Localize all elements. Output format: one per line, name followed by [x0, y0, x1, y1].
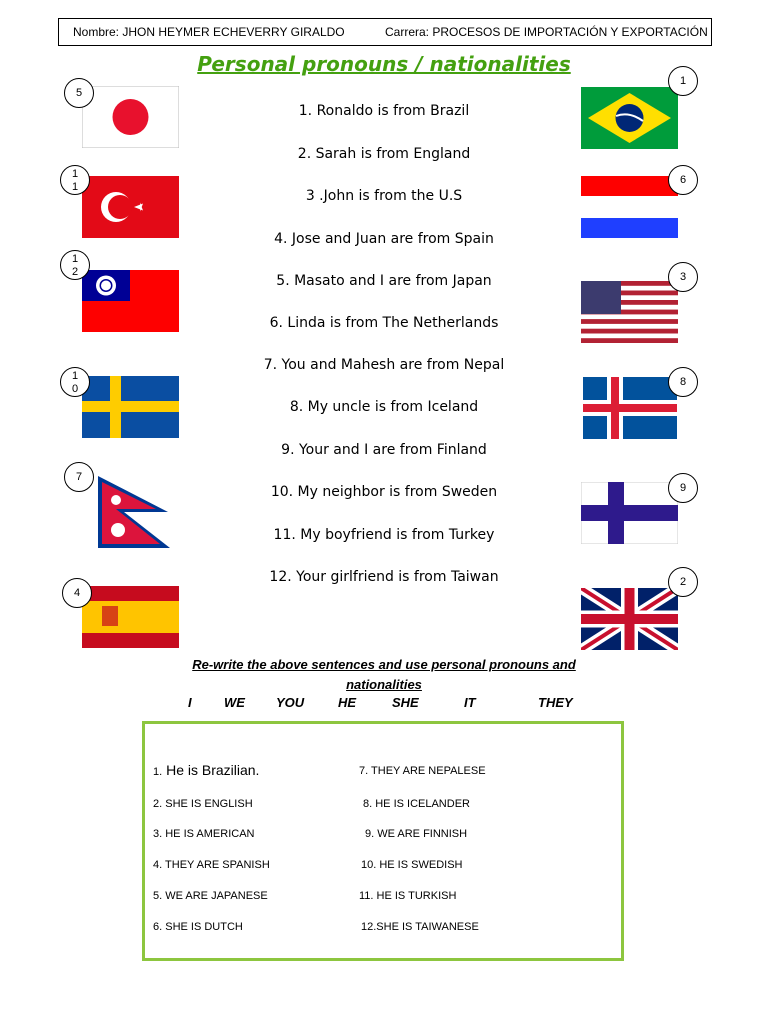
iceland-flag: [583, 377, 677, 439]
answer-6: 6. SHE IS DUTCH: [153, 921, 243, 933]
answer-1-number: 1.: [153, 766, 163, 778]
pronoun-we: WE: [224, 695, 245, 710]
career-label: Carrera: PROCESOS DE IMPORTACIÓN Y EXPORTACIÓN: [385, 25, 708, 39]
answer-9: 9. WE ARE FINNISH: [365, 828, 468, 840]
pronoun-you: YOU: [276, 695, 305, 710]
answer-1: [153, 762, 259, 778]
nepal-flag: [96, 474, 178, 550]
turkey-flag: [82, 176, 179, 238]
sentence-5: 5. Masato and I are from Japan: [276, 273, 492, 289]
sentence-12: 12. Your girlfriend is from Taiwan: [269, 569, 499, 585]
number-circle: 3: [668, 262, 698, 292]
number-circle: 1 0: [60, 367, 90, 397]
sweden-flag: [82, 376, 179, 438]
answer-2: 2. SHE IS ENGLISH: [153, 798, 253, 810]
answer-3: 3. HE IS AMERICAN: [153, 828, 255, 840]
answer-11: 11. HE IS TURKISH: [359, 890, 457, 902]
answer-1-text: He is Brazilian.: [166, 762, 260, 778]
brazil-flag: [581, 87, 678, 149]
instruction-line-2: nationalities: [346, 677, 422, 692]
pronoun-i: I: [188, 695, 192, 710]
sentence-10: 10. My neighbor is from Sweden: [270, 484, 498, 500]
pronoun-he: HE: [338, 695, 357, 710]
answer-8: 8. HE IS ICELANDER: [363, 798, 470, 810]
sentence-9: 9. Your and I are from Finland: [281, 442, 487, 458]
number-circle: 9: [668, 473, 698, 503]
finland-flag: [581, 482, 678, 544]
number-circle: 1: [668, 66, 698, 96]
instruction-text: [140, 655, 628, 695]
sentence-4: 4. Jose and Juan are from Spain: [274, 231, 494, 247]
pronoun-they: THEY: [538, 695, 573, 710]
answer-7: 7. THEY ARE NEPALESE: [359, 765, 486, 777]
number-circle: 6: [668, 165, 698, 195]
page-title: Personal pronouns / nationalities: [197, 52, 571, 76]
pronoun-it: IT: [464, 695, 476, 710]
number-circle: 2: [668, 567, 698, 597]
number-circle: 1 2: [60, 250, 90, 280]
answer-5: 5. WE ARE JAPANESE: [153, 890, 268, 902]
answer-4: 4. THEY ARE SPANISH: [153, 859, 270, 871]
japan-flag: [82, 86, 179, 148]
usa-flag: [581, 281, 678, 343]
pronoun-she: SHE: [392, 695, 419, 710]
instruction-line-1: Re-write the above sentences and use personal pronouns and: [192, 657, 576, 672]
number-circle: 8: [668, 367, 698, 397]
number-circle: 1 1: [60, 165, 90, 195]
sentence-6: 6. Linda is from The Netherlands: [269, 315, 499, 331]
sentence-2: 2. Sarah is from England: [297, 146, 471, 162]
uk-flag: [581, 588, 678, 650]
sentence-1: 1. Ronaldo is from Brazil: [298, 103, 470, 119]
answer-box: [142, 721, 624, 961]
sentence-8: 8. My uncle is from Iceland: [289, 399, 479, 415]
sentence-11: 11. My boyfriend is from Turkey: [273, 527, 495, 543]
netherlands-flag: [581, 176, 678, 238]
number-circle: 5: [64, 78, 94, 108]
number-circle: 7: [64, 462, 94, 492]
student-name: Nombre: JHON HEYMER ECHEVERRY GIRALDO: [73, 25, 345, 39]
answer-12: 12.SHE IS TAIWANESE: [361, 921, 479, 933]
number-circle: 4: [62, 578, 92, 608]
answer-10: 10. HE IS SWEDISH: [361, 859, 463, 871]
taiwan-flag: [82, 270, 179, 332]
header-box: [58, 18, 712, 46]
spain-flag: [82, 586, 179, 648]
pronoun-list: [182, 695, 602, 713]
sentence-3: 3 .John is from the U.S: [305, 188, 463, 204]
sentence-7: 7. You and Mahesh are from Nepal: [263, 357, 505, 373]
